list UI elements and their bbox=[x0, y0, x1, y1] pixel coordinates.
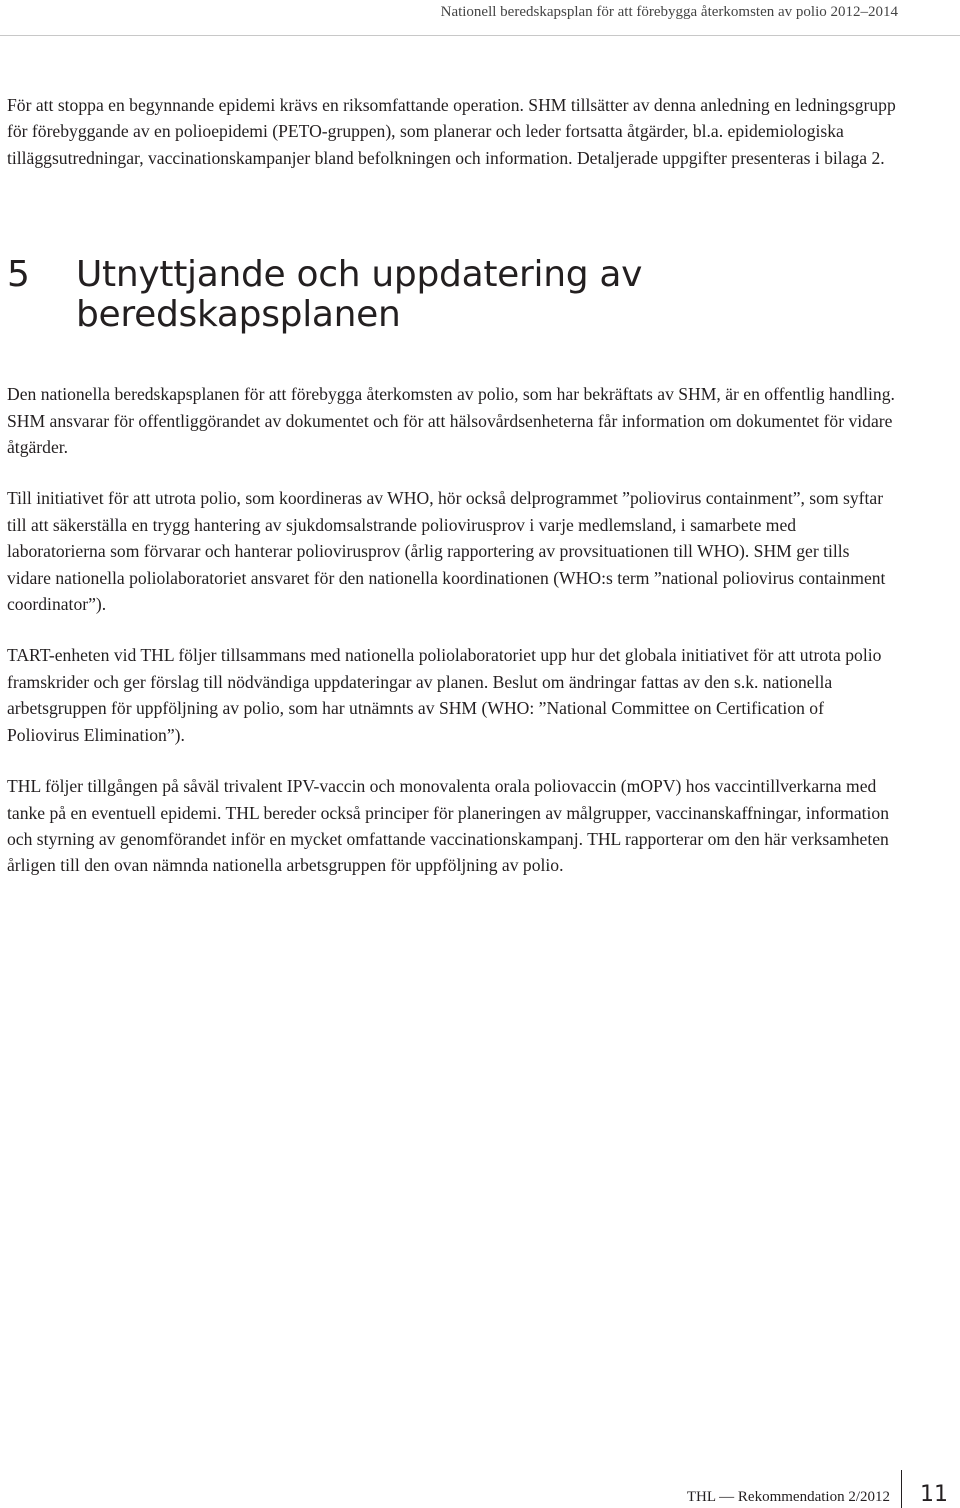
page-number: 11 bbox=[920, 1482, 948, 1507]
section-paragraph-4: THL följer tillgången på såväl trivalent IPV-vaccin och monovalenta orala poliovaccin (mOPV) hos vaccintillverkarna med tanke på en eventuell epidemi. THL bereder också principer för planeringen av målgrupper, vaccinanskaffningar, information och styrning av genomförandet inför en mycket omfattande vaccinationskampanj. THL rapporterar om den här verksamheten årligen till den ovan nämnda nationella arbetsgruppen för uppföljning av polio. bbox=[7, 776, 889, 876]
intro-paragraph: För att stoppa en begynnande epidemi krävs en riksomfattande operation. SHM tillsätter av denna anledning en ledningsgrupp för förebyggande av en polioepidemi (PETO-gruppen), som planerar och leder fortsatta åtgärder, bl.a. epidemiologiska tilläggsutredningar, vaccinationskampanjer bland befolkningen och information. Detaljerade uppgifter presenteras i bilaga 2. bbox=[7, 95, 896, 168]
page-footer bbox=[0, 1482, 960, 1508]
section-paragraph-3: TART-enheten vid THL följer tillsammans med nationella poliolaboratoriet upp hur det globala initiativet för att utrota polio framskrider och ger förslag till nödvändiga uppdateringar av planen. Beslut om ändringar fattas av den s.k. nationella arbetsgruppen för uppföljning av polio, som har utnämnts av SHM (WHO: ”National Committee on Certification of Poliovirus Elimination”). bbox=[7, 645, 882, 745]
footer-publication: THL — Rekommendation 2/2012 bbox=[686, 1489, 890, 1505]
running-header-title: Nationell beredskapsplan för att förebygga återkomsten av polio 2012–2014 bbox=[440, 4, 898, 20]
section-heading bbox=[7, 255, 897, 335]
section-number: 5 bbox=[7, 254, 30, 296]
running-header bbox=[0, 0, 960, 36]
page-number-divider bbox=[901, 1470, 902, 1508]
section-paragraph-2: Till initiativet för att utrota polio, som koordineras av WHO, hör också delprogrammet ”poliovirus containment”, som syftar till att säkerställa en trygg hantering av sjukdomsalstrande poliovirusprov i varje medlemsland, i samarbete med laboratorierna som förvarar och hanterar poliovirusprov (årlig rapportering av provsituationen till WHO). SHM ger tills vidare nationella poliolaboratoriet ansvaret för den nationella koordinationen (WHO:s term ”national poliovirus containment coordinator”). bbox=[7, 488, 886, 615]
section-title: Utnyttjande och uppdatering av beredskapsplanen bbox=[76, 254, 643, 336]
section-paragraph-1: Den nationella beredskapsplanen för att förebygga återkomsten av polio, som har bekräftats av SHM, är en offentlig handling. SHM ansvarar för offentliggörandet av dokumentet och för att hälsovårdsenheterna får information om dokumentet för vidare åtgärder. bbox=[7, 384, 895, 458]
page-content bbox=[7, 92, 897, 904]
